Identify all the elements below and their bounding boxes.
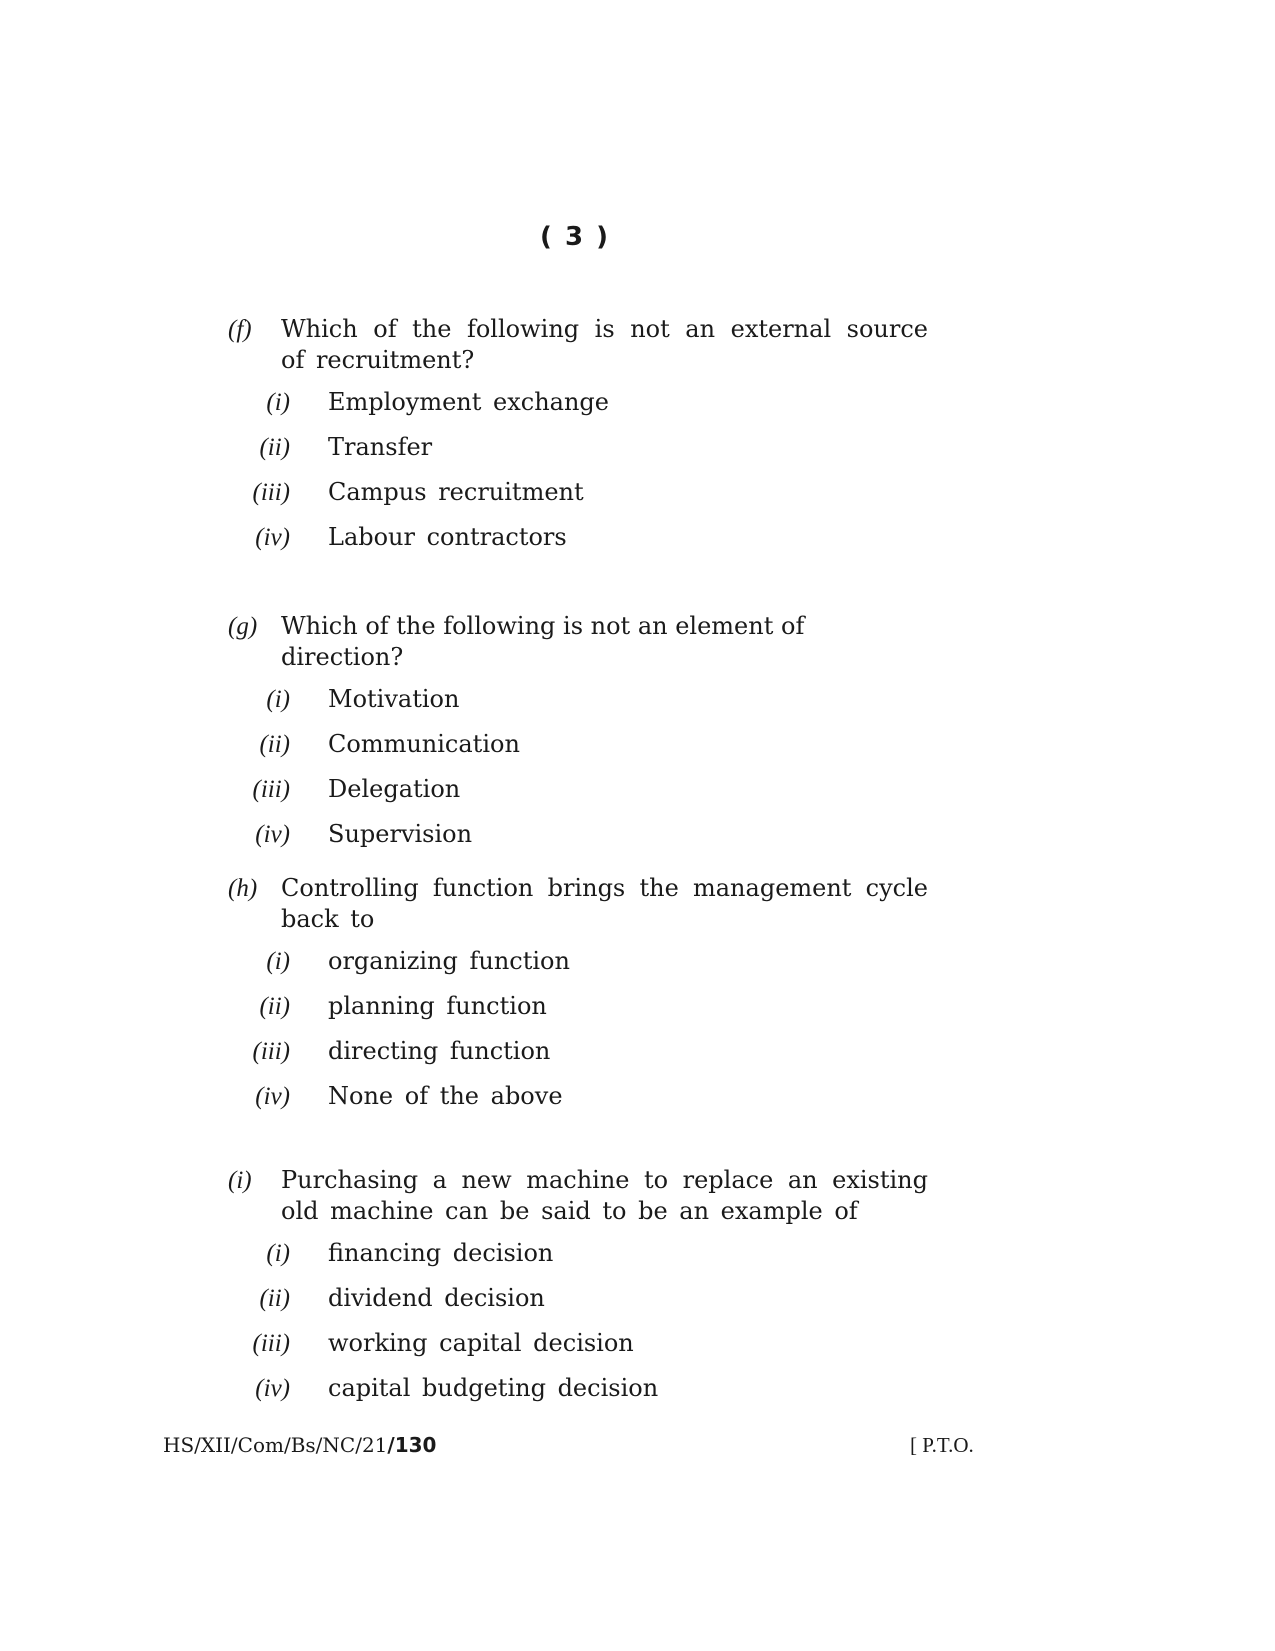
question-text: Which of the following is not an element of direction? — [281, 612, 805, 671]
question-i — [228, 1165, 928, 1418]
option-label: (ii) — [259, 993, 290, 1020]
paper-code-prefix: HS/XII/Com/Bs/NC/21 — [163, 1433, 388, 1457]
option-text: directing function — [328, 1037, 551, 1065]
options-list — [228, 1238, 928, 1418]
option-item — [228, 684, 928, 729]
options-list — [228, 684, 928, 864]
question-h — [228, 873, 928, 1126]
option-item — [228, 1036, 928, 1081]
option-item — [228, 432, 928, 477]
options-list — [228, 387, 928, 567]
option-item — [228, 477, 928, 522]
option-label: (i) — [266, 389, 290, 416]
paper-code-suffix: /130 — [387, 1433, 437, 1457]
option-label: (ii) — [259, 434, 290, 461]
option-text: Communication — [328, 730, 520, 758]
option-text: Employment exchange — [328, 388, 609, 416]
option-item — [228, 774, 928, 819]
question-text: Purchasing a new machine to replace an existing old machine can be said to be an example of — [281, 1166, 928, 1225]
question-f — [228, 314, 928, 567]
option-text: Supervision — [328, 820, 473, 848]
option-item — [228, 522, 928, 567]
option-item — [228, 1238, 928, 1283]
question-label: (f) — [228, 316, 252, 343]
option-text: None of the above — [328, 1082, 563, 1110]
option-label: (i) — [266, 948, 290, 975]
option-label: (i) — [266, 1240, 290, 1267]
option-item — [228, 387, 928, 432]
option-text: organizing function — [328, 947, 570, 975]
question-g — [228, 611, 928, 864]
option-text: financing decision — [328, 1239, 554, 1267]
option-item — [228, 1081, 928, 1126]
option-item — [228, 1283, 928, 1328]
option-item — [228, 819, 928, 864]
option-label: (iii) — [252, 776, 290, 803]
option-text: capital budgeting decision — [328, 1374, 659, 1402]
option-text: working capital decision — [328, 1329, 634, 1357]
option-label: (iv) — [255, 821, 290, 848]
option-text: dividend decision — [328, 1284, 545, 1312]
option-text: Motivation — [328, 685, 460, 713]
option-text: Labour contractors — [328, 523, 567, 551]
question-text: Controlling function brings the management cycle back to — [281, 874, 928, 933]
option-label: (iii) — [252, 1038, 290, 1065]
option-label: (iv) — [255, 1375, 290, 1402]
options-list — [228, 946, 928, 1126]
question-label: (g) — [228, 613, 258, 640]
page-number: ( 3 ) — [540, 222, 610, 252]
option-label: (iii) — [252, 479, 290, 506]
option-text: Campus recruitment — [328, 478, 584, 506]
option-item — [228, 991, 928, 1036]
option-label: (iv) — [255, 524, 290, 551]
option-label: (iii) — [252, 1330, 290, 1357]
paper-code — [163, 1433, 436, 1457]
pto-note: [ P.T.O. — [910, 1433, 974, 1457]
option-label: (iv) — [255, 1083, 290, 1110]
option-item — [228, 1373, 928, 1418]
option-item — [228, 946, 928, 991]
option-item — [228, 1328, 928, 1373]
option-text: Delegation — [328, 775, 461, 803]
option-label: (ii) — [259, 731, 290, 758]
option-label: (i) — [266, 686, 290, 713]
option-text: planning function — [328, 992, 547, 1020]
option-text: Transfer — [328, 433, 433, 461]
option-item — [228, 729, 928, 774]
question-label: (i) — [228, 1167, 252, 1194]
question-label: (h) — [228, 875, 258, 902]
option-label: (ii) — [259, 1285, 290, 1312]
question-text: Which of the following is not an external source of recruitment? — [281, 315, 928, 374]
